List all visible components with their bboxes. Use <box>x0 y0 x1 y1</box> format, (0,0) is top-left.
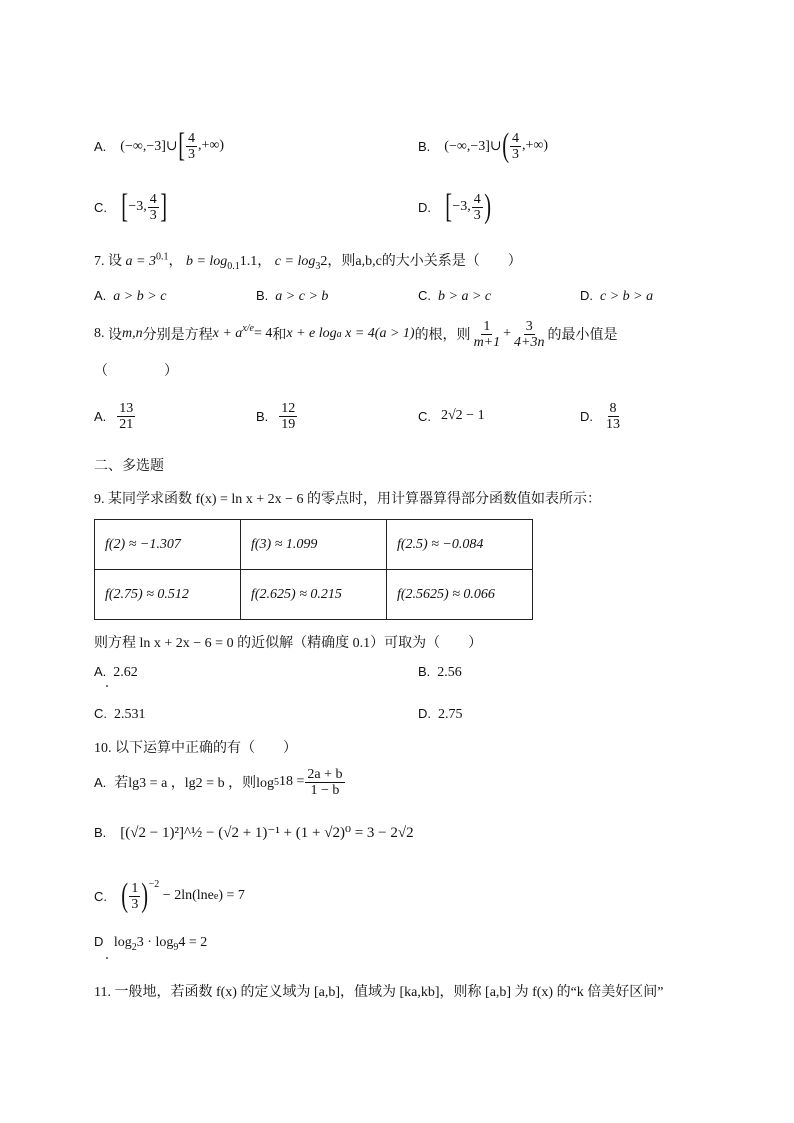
q10-option-c: C. ( $\frac{1}{3}$ ) $^{-2}$ − 2ln(lne e ) = 7 <box>94 877 245 914</box>
option-label: C. <box>94 199 107 215</box>
option-math: (−∞,−3]∪ <box>120 138 178 154</box>
table-row <box>95 570 533 620</box>
q8-blank: （ ） <box>94 364 178 379</box>
q8-option-a: A. $\frac{13}{21}$ <box>94 400 134 432</box>
q9-option-d: D. 2.75 <box>418 706 463 722</box>
q8-option-c: C. 2√2 − 1 <box>418 408 485 424</box>
q8-option-d: D. $\frac{8}{13}$ <box>580 400 620 432</box>
dot-mark <box>106 957 108 959</box>
fraction: $\frac{4}{3}$ <box>511 130 519 162</box>
q7-option-a: A. a > b > c <box>94 288 167 304</box>
option-label: A. <box>94 138 107 154</box>
option-math: [(√2 − 1)²]^½ − (√2 + 1)⁻¹ + (1 + √2)⁰ = 3 − 2√2 <box>120 824 414 841</box>
dot-mark <box>106 685 108 687</box>
q9-option-b: B. 2.56 <box>418 664 462 680</box>
table-cell: f(2.5) ≈ −0.084 <box>387 520 533 570</box>
q6-option-d: D. [ −3, $\frac{4}{3}$ ) <box>418 188 491 225</box>
table-row <box>95 520 533 570</box>
q6-option-b: B. (−∞,−3]∪ ( $\frac{4}{3}$ ,+∞) <box>418 127 548 164</box>
fraction: $\frac{3}{4+3n}$ <box>514 318 545 350</box>
option-text: 2√2 − 1 <box>441 408 485 423</box>
table-cell: f(2.5625) ≈ 0.066 <box>387 570 533 620</box>
fraction: $\frac{4}{3}$ <box>149 191 157 223</box>
fraction: $\frac{4}{3}$ <box>473 191 481 223</box>
q10-option-d: D $\log_23 \cdot \log_94 = 2$ <box>94 934 208 953</box>
option-math: −3, <box>452 199 471 214</box>
option-label: B. <box>418 138 431 154</box>
option-math: (−∞,−3]∪ <box>444 138 502 154</box>
q7-option-b: B. a > c > b <box>256 288 329 304</box>
q8-option-b: B. $\frac{12}{19}$ <box>256 400 296 432</box>
q6-option-a: A. (−∞,−3]∪ [ $\frac{4}{3}$ ,+∞) <box>94 127 224 164</box>
option-text: c > b > a <box>600 289 654 304</box>
q9-value-table <box>94 519 533 620</box>
q9-option-a: A. 2.62 <box>94 664 138 680</box>
q10-stem: 10. 以下运算中正确的有（ ） <box>94 741 297 756</box>
q7-option-d: D. c > b > a <box>580 288 654 304</box>
table-cell: f(2) ≈ −1.307 <box>95 520 241 570</box>
section-title: 二、多选题 <box>94 459 164 474</box>
q11-stem: 11. 一般地，若函数 f(x) 的定义域为 [a,b]，值域为 [ka,kb]，则称 [a,b] 为 f(x) 的“k 倍美好区间” <box>94 985 664 1000</box>
q8-stem: 8. 设 m,n 分别是方程 x + a $^{x/e}$ = 4 和 x + e log a x = 4(a > 1) 的根，则 $\frac{1}{m+1}$ + $\frac{3}{4+3n}$ 的最小值是 <box>94 318 618 350</box>
question-number: 8. <box>94 326 105 341</box>
q6-option-c: C. [ −3, $\frac{4}{3}$ ] <box>94 188 167 225</box>
option-text: a > c > b <box>275 289 329 304</box>
option-text: a > b > c <box>113 289 167 304</box>
option-text: b > a > c <box>438 289 492 304</box>
q7-option-c: C. b > a > c <box>418 288 492 304</box>
q9-stem: 9. 某同学求函数 f(x) = ln x + 2x − 6 的零点时，用计算器算得部分函数值如表所示： <box>94 492 602 507</box>
fraction: $\frac{1}{m+1}$ <box>473 318 501 350</box>
q9-followup: 则方程 ln x + 2x − 6 = 0 的近似解（精确度 0.1）可取为（ ） <box>94 636 483 651</box>
fraction: $\frac{4}{3}$ <box>187 130 195 162</box>
q9-option-c: C. 2.531 <box>94 706 146 722</box>
option-label: D. <box>418 199 431 215</box>
table-cell: f(2.75) ≈ 0.512 <box>95 570 241 620</box>
q10-option-b: B. [(√2 − 1)²]^½ − (√2 + 1)⁻¹ + (1 + √2)⁰ = 3 − 2√2 <box>94 824 414 841</box>
q10-option-a: A. 若lg3 = a ，lg2 = b ，则log 5 18 = $\frac{2a + b}{1 - b}$ <box>94 766 343 798</box>
question-number: 10. <box>94 741 112 756</box>
question-number: 7. <box>94 254 105 269</box>
table-cell: f(3) ≈ 1.099 <box>241 520 387 570</box>
table-cell: f(2.625) ≈ 0.215 <box>241 570 387 620</box>
question-number: 11. <box>94 985 111 1000</box>
option-math: −3, <box>128 199 147 214</box>
question-number: 9. <box>94 492 105 507</box>
q7-stem: 7. 设 $a = 3^{0.1}$， $b = \log_{0.1}1.1$， $c = \log_32$，则a,b,c的大小关系是（ ） <box>94 251 522 272</box>
